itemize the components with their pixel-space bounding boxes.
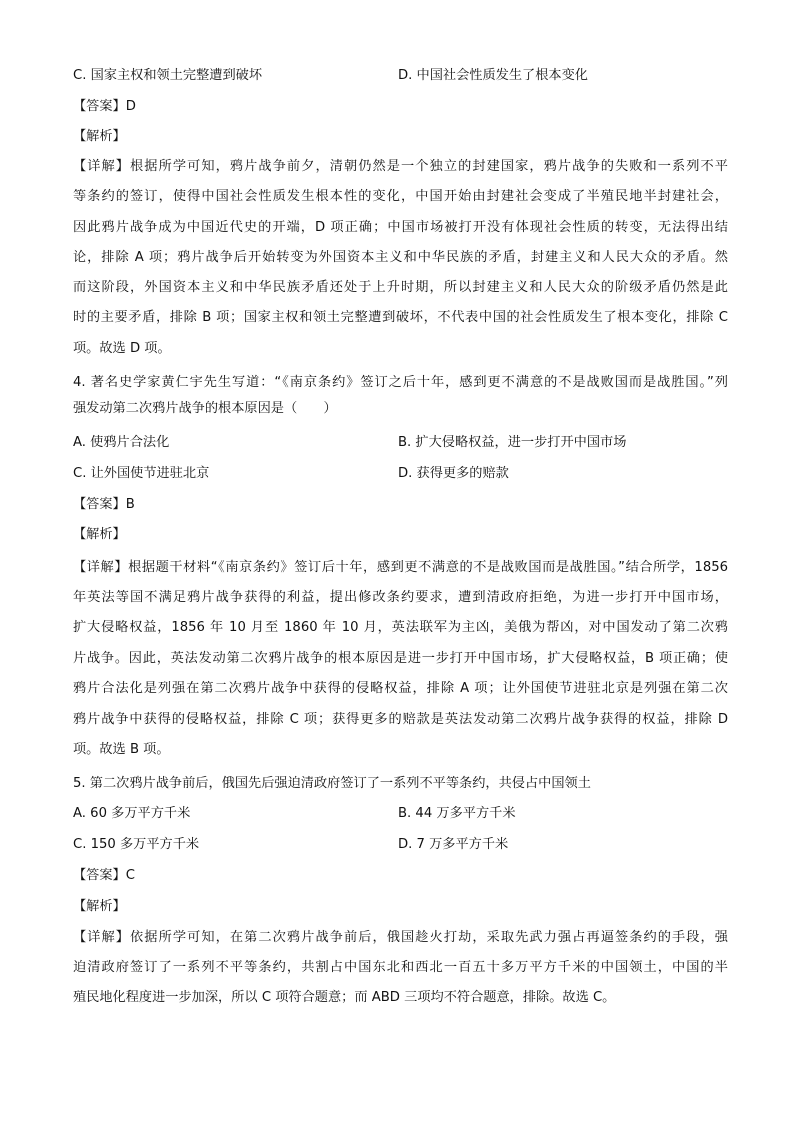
- question-stem: 4. 著名史学家黄仁宇先生写道：“《南京条约》签订之后十年，感到更不满意的不是战败国而是战胜国。”列: [73, 375, 728, 390]
- detail-line: 殖民地化程度进一步加深，所以 C 项符合题意；而 ABD 三项均不符合题意，排除。故选 C。: [73, 990, 616, 1005]
- detail-line: 迫清政府签订了一系列不平等条约，共割占中国东北和西北一百五十多万平方千米的中国领土，中国的半: [73, 960, 728, 975]
- option-d: D. 7 万多平方千米: [398, 837, 509, 852]
- question-stem: 5. 第二次鸦片战争前后，俄国先后强迫清政府签订了一系列不平等条约，共侵占中国领土: [73, 776, 591, 791]
- detail-line: 【详解】依据所学可知，在第二次鸦片战争前后，俄国趁火打劫，采取先武力强占再逼签条约的手段，强: [73, 930, 728, 945]
- detail-line: 论，排除 A 项；鸦片战争后开始转变为外国资本主义和中华民族的矛盾，封建主义和人民大众的矛盾。然: [73, 250, 728, 265]
- detail-line: 扩大侵略权益，1856 年 10 月至 1860 年 10 月，英法联军为主凶，美俄为帮凶，对中国发动了第二次鸦: [73, 620, 728, 635]
- detail-line: 因此鸦片战争成为中国近代史的开端，D 项正确；中国市场被打开没有体现社会性质的转变，无法得出结: [73, 220, 728, 235]
- answer-label: 【答案】C: [73, 868, 135, 883]
- detail-line: 时的主要矛盾，排除 B 项；国家主权和领土完整遭到破坏，不代表中国的社会性质发生了根本变化，排除 C: [73, 310, 728, 325]
- detail-line: 项。故选 B 项。: [73, 742, 170, 757]
- answer-label: 【答案】B: [73, 497, 135, 512]
- detail-line: 【详解】根据题干材料“《南京条约》签订后十年，感到更不满意的不是战败国而是战胜国。”结合所学，1856: [73, 560, 728, 575]
- analysis-label: 【解析】: [73, 527, 126, 542]
- answer-label: 【答案】D: [73, 99, 136, 114]
- detail-line: 项。故选 D 项。: [73, 341, 171, 356]
- option-b: B. 44 万多平方千米: [398, 806, 516, 821]
- option-b: B. 扩大侵略权益，进一步打开中国市场: [398, 435, 627, 450]
- option-a: A. 60 多万平方千米: [73, 806, 191, 821]
- detail-line: 【详解】根据所学可知，鸦片战争前夕，清朝仍然是一个独立的封建国家，鸦片战争的失败和一系列不平: [73, 159, 728, 174]
- option-d: D. 中国社会性质发生了根本变化: [398, 68, 588, 83]
- detail-line: 片战争。因此，英法发动第二次鸦片战争的根本原因是进一步打开中国市场，扩大侵略权益，B 项正确；使: [73, 651, 728, 666]
- option-d: D. 获得更多的赔款: [398, 466, 509, 481]
- option-a: A. 使鸦片合法化: [73, 435, 170, 450]
- analysis-label: 【解析】: [73, 899, 126, 914]
- detail-line: 年英法等国不满足鸦片战争获得的利益，提出修改条约要求，遭到清政府拒绝，为进一步打开中国市场，: [73, 590, 728, 605]
- question-stem: 强发动第二次鸦片战争的根本原因是（ ）: [73, 401, 337, 416]
- analysis-label: 【解析】: [73, 129, 126, 144]
- option-c: C. 让外国使节进驻北京: [73, 466, 210, 481]
- option-c: C. 150 多万平方千米: [73, 837, 200, 852]
- detail-line: 等条约的签订，使得中国社会性质发生根本性的变化，中国开始由封建社会变成了半殖民地半封建社会，: [73, 189, 728, 204]
- detail-line: 鸦片合法化是列强在第二次鸦片战争中获得的侵略权益，排除 A 项；让外国使节进驻北京是列强在第二次: [73, 681, 728, 696]
- detail-line: 鸦片战争中获得的侵略权益，排除 C 项；获得更多的赔款是英法发动第二次鸦片战争获得的权益，排除 D: [73, 712, 728, 727]
- option-c: C. 国家主权和领土完整遭到破坏: [73, 68, 263, 83]
- detail-line: 而这阶段，外国资本主义和中华民族矛盾还处于上升时期，所以封建主义和人民大众的阶级矛盾仍然是此: [73, 280, 728, 295]
